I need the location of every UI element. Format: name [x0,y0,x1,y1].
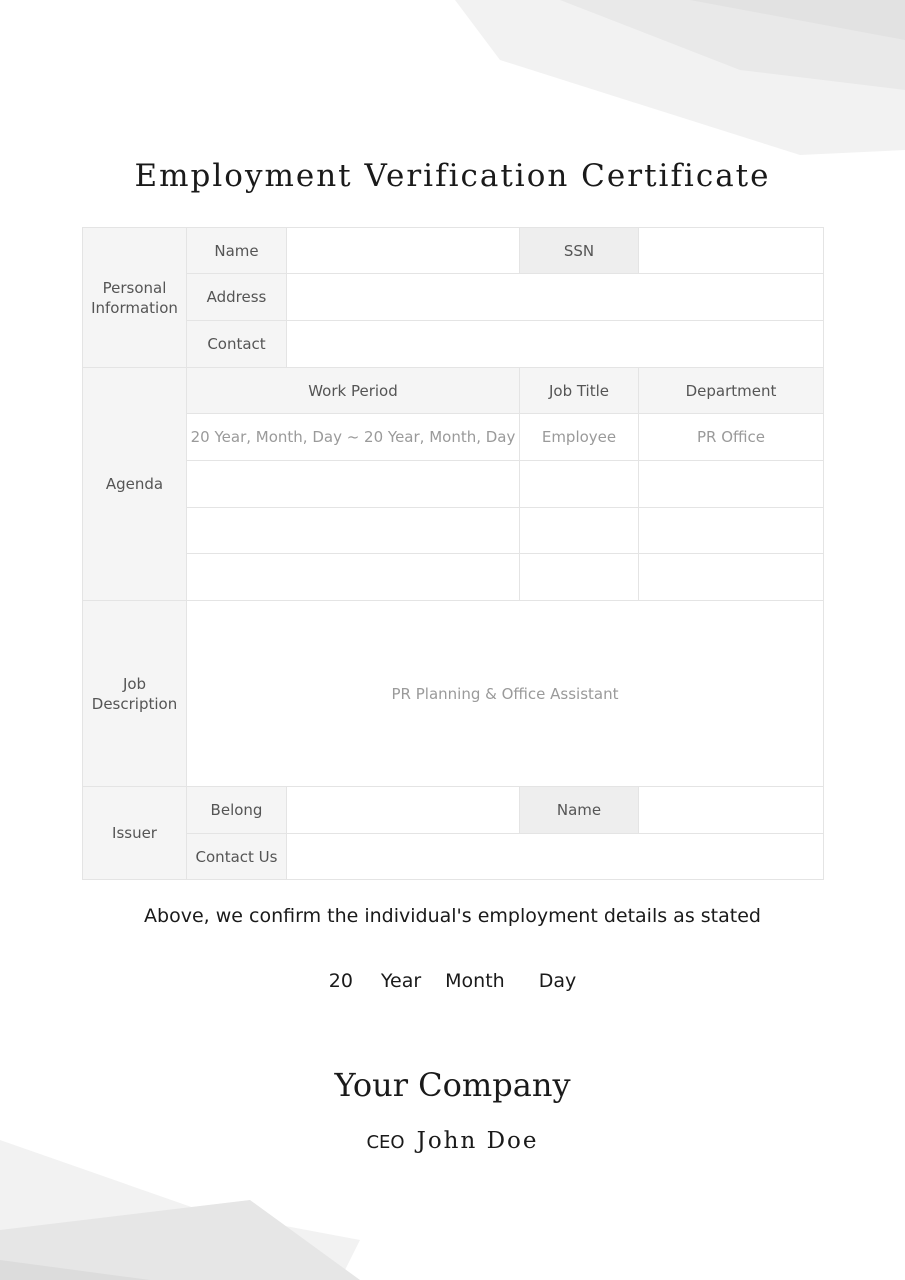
section-personal-information: Personal Information [82,227,187,368]
page-title: Employment Verification Certificate [134,158,771,194]
issue-date [0,970,905,992]
work-period-cell[interactable] [186,507,520,554]
ceo-name: John Doe [416,1128,539,1154]
contact-us-label: Contact Us [186,833,287,880]
address-label: Address [186,273,287,321]
issuer-name-field[interactable] [638,786,824,834]
name-field[interactable] [286,227,520,274]
work-period-cell[interactable]: 20 Year, Month, Day ~ 20 Year, Month, Day [186,413,520,461]
work-period-header: Work Period [186,367,520,414]
issuer-name-label: Name [519,786,639,834]
job-title-cell[interactable] [519,553,639,601]
job-title-cell[interactable] [519,460,639,508]
job-description-field[interactable]: PR Planning & Office Assistant [186,600,824,787]
job-title-header: Job Title [519,367,639,414]
signatory [0,1128,905,1154]
section-agenda: Agenda [82,367,187,601]
work-period-cell[interactable] [186,460,520,508]
belong-field[interactable] [286,786,520,834]
ceo-title: CEO [366,1132,405,1153]
date-year-label: Year [380,970,422,992]
job-title-cell[interactable]: Employee [519,413,639,461]
work-period-cell[interactable] [186,553,520,601]
address-field[interactable] [286,273,824,321]
contact-field[interactable] [286,320,824,368]
contact-label: Contact [186,320,287,368]
section-issuer: Issuer [82,786,187,880]
department-cell[interactable] [638,460,824,508]
date-month-label: Month [445,970,505,992]
date-day-label: Day [538,970,577,992]
department-cell[interactable]: PR Office [638,413,824,461]
contact-us-field[interactable] [286,833,824,880]
department-cell[interactable] [638,507,824,554]
section-job-description: Job Description [82,600,187,787]
date-year-prefix: 20 [328,970,353,992]
job-title-cell[interactable] [519,507,639,554]
ssn-field[interactable] [638,227,824,274]
belong-label: Belong [186,786,287,834]
decorative-shapes-top [440,0,905,160]
department-cell[interactable] [638,553,824,601]
name-label: Name [186,227,287,274]
company-name: Your Company [334,1066,571,1104]
department-header: Department [638,367,824,414]
ssn-label: SSN [519,227,639,274]
confirmation-statement: Above, we confirm the individual's employment details as stated [144,905,761,927]
